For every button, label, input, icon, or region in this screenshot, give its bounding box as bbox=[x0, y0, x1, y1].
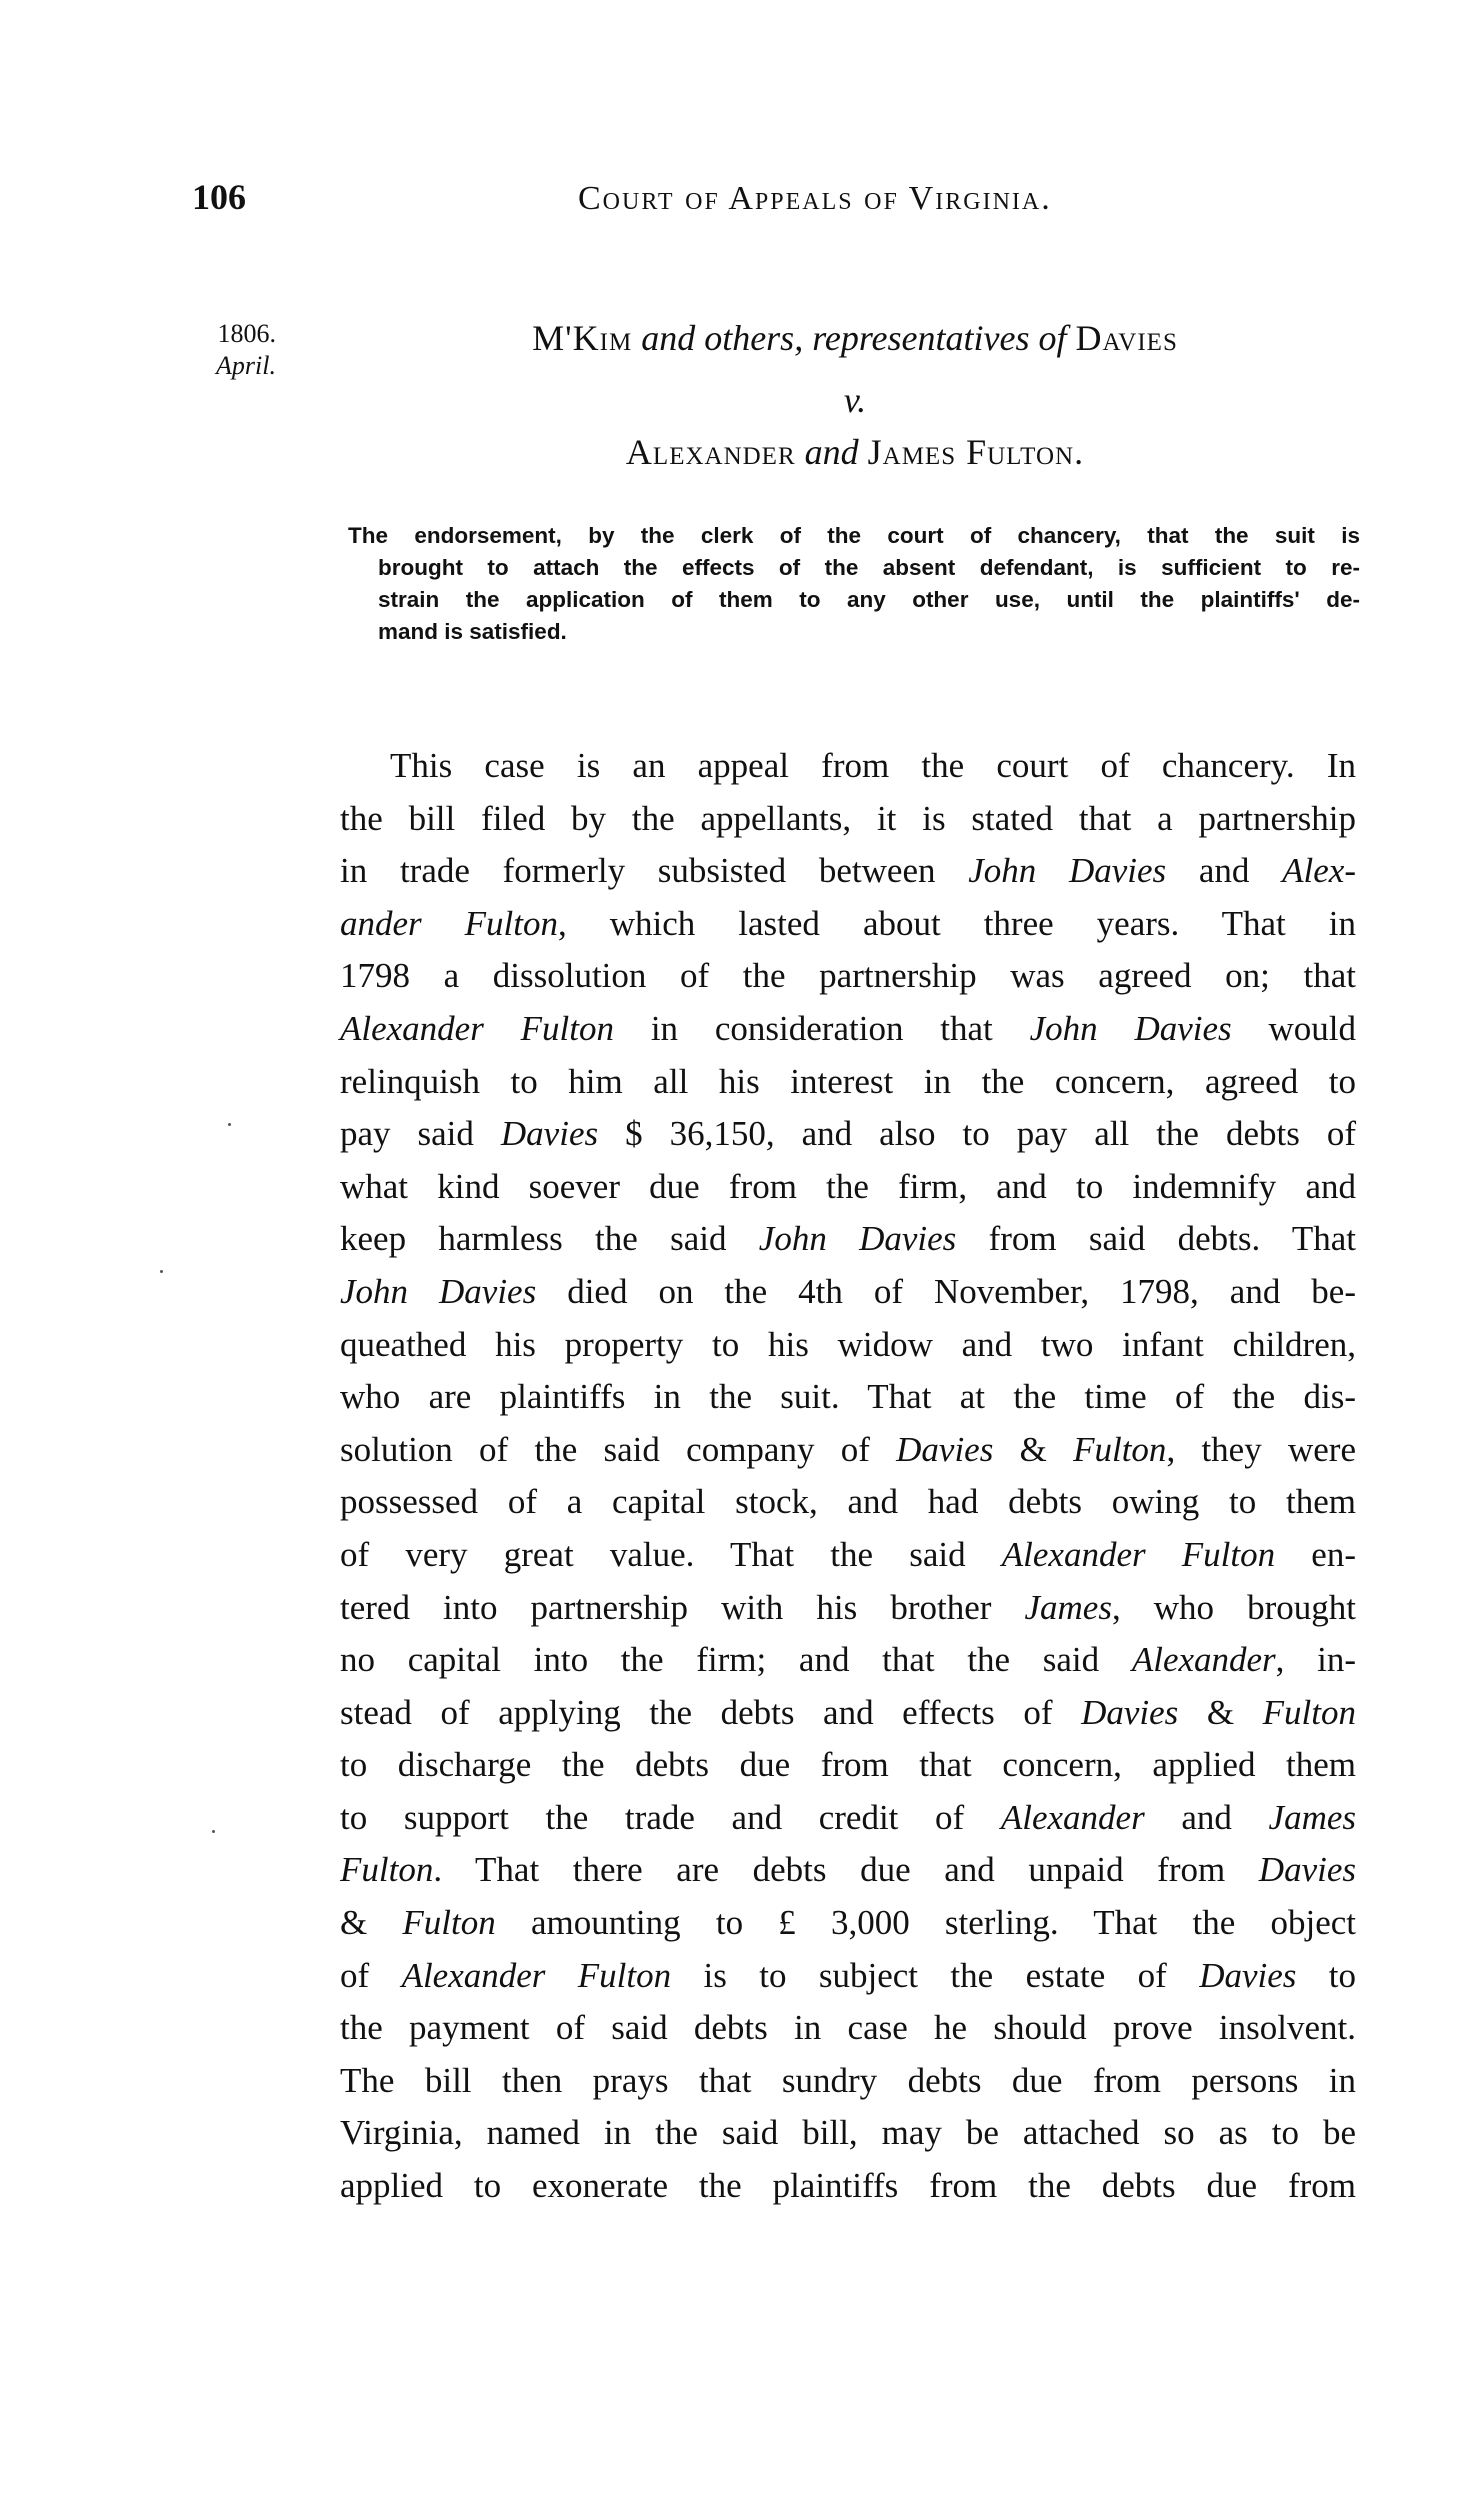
body-line: keep harmless the said John Davies from said debts. That bbox=[340, 1219, 1356, 1259]
body-line: Fulton. That there are debts due and unpaid from Davies bbox=[340, 1850, 1356, 1890]
margin-speck bbox=[160, 1270, 163, 1273]
headnote-line: brought to attach the effects of the absent defendant, is sufficient to re- bbox=[378, 555, 1360, 580]
caption-party-james-fulton: James Fulton. bbox=[867, 432, 1085, 472]
opinion-body bbox=[340, 740, 1356, 2213]
body-line: applied to exonerate the plaintiffs from the debts due from bbox=[340, 2166, 1356, 2206]
body-line: what kind soever due from the firm, and to indemnify and bbox=[340, 1166, 1356, 1206]
headnote-line: strain the application of them to any other use, until the plaintiffs' de- bbox=[378, 587, 1360, 612]
body-line: no capital into the firm; and that the said Alexander, in- bbox=[340, 1640, 1356, 1680]
body-line: the bill filed by the appellants, it is stated that a partnership bbox=[340, 798, 1356, 838]
body-line: This case is an appeal from the court of chancery. In bbox=[390, 746, 1356, 785]
running-head: Court of Appeals of Virginia. bbox=[578, 180, 1052, 217]
margin-year: 1806. bbox=[217, 319, 276, 348]
body-line: ander Fulton, which lasted about three years. That in bbox=[340, 903, 1356, 943]
caption-connector: and others, representatives of bbox=[632, 318, 1076, 358]
caption-party-mkim: M'Kim bbox=[532, 318, 633, 358]
case-caption-line1 bbox=[330, 306, 1380, 370]
margin-speck bbox=[212, 1830, 215, 1833]
body-line: of very great value. That the said Alexander Fulton en- bbox=[340, 1534, 1356, 1574]
body-line: Alexander Fulton in consideration that John Davies would bbox=[340, 1008, 1357, 1048]
caption-and: and bbox=[795, 432, 868, 472]
margin-speck bbox=[228, 1123, 231, 1126]
body-line: queathed his property to his widow and two infant children, bbox=[340, 1324, 1356, 1364]
caption-party-davies: Davies bbox=[1075, 318, 1178, 358]
body-line: to discharge the debts due from that concern, applied them bbox=[340, 1745, 1356, 1785]
body-line: of Alexander Fulton is to subject the estate of Davies to bbox=[340, 1955, 1357, 1995]
body-line: tered into partnership with his brother James, who brought bbox=[340, 1587, 1357, 1627]
headnote-line: The endorsement, by the clerk of the court of chancery, that the suit is bbox=[348, 523, 1360, 548]
caption-party-alexander: Alexander bbox=[625, 432, 796, 472]
body-line: & Fulton amounting to £ 3,000 sterling. That the object bbox=[340, 1903, 1356, 1943]
headnote bbox=[348, 520, 1360, 648]
body-line: Virginia, named in the said bill, may be attached so as to be bbox=[340, 2113, 1356, 2153]
body-line: stead of applying the debts and effects of Davies & Fulton bbox=[340, 1692, 1356, 1732]
body-line: pay said Davies $ 36,150, and also to pay all the debts of bbox=[340, 1114, 1356, 1154]
body-line: solution of the said company of Davies & Fulton, they were bbox=[340, 1429, 1356, 1469]
margin-date bbox=[216, 318, 276, 382]
body-line: possessed of a capital stock, and had debts owing to them bbox=[340, 1482, 1356, 1522]
headnote-line: mand is satisfied. bbox=[378, 619, 567, 644]
body-line: John Davies died on the 4th of November, 1798, and be- bbox=[340, 1271, 1356, 1311]
body-line: 1798 a dissolution of the partnership was agreed on; that bbox=[340, 956, 1356, 996]
page-number: 106 bbox=[192, 177, 246, 217]
body-line: who are plaintiffs in the suit. That at the time of the dis- bbox=[340, 1377, 1356, 1417]
case-caption-line3 bbox=[330, 420, 1380, 484]
body-line: the payment of said debts in case he should prove insolvent. bbox=[340, 2008, 1356, 2048]
body-line: to support the trade and credit of Alexander and James bbox=[340, 1797, 1356, 1837]
body-line: in trade formerly subsisted between John Davies and Alex- bbox=[340, 851, 1356, 891]
body-line: The bill then prays that sundry debts due from persons in bbox=[340, 2060, 1356, 2100]
body-line: relinquish to him all his interest in the concern, agreed to bbox=[340, 1061, 1356, 1101]
case-caption-versus: v. bbox=[843, 380, 867, 420]
margin-month: April. bbox=[216, 351, 276, 380]
